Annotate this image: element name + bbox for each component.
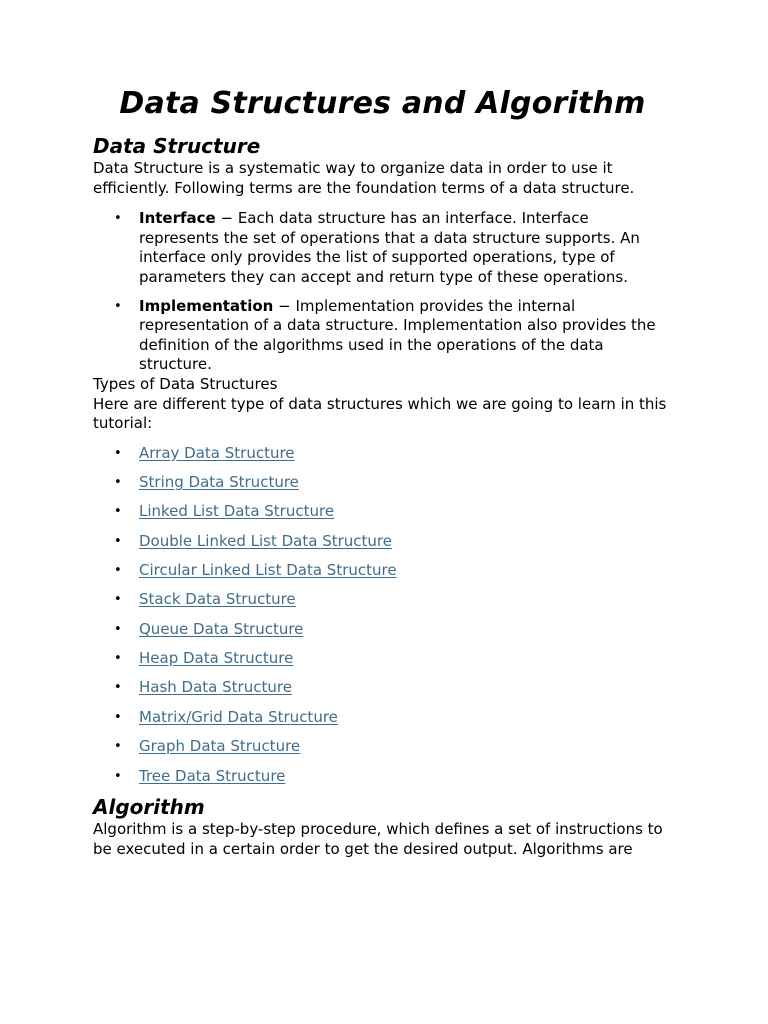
bullet-icon: •: [114, 739, 122, 755]
link-linked-list-data-structure[interactable]: Linked List Data Structure: [139, 502, 335, 521]
section-heading-data-structure: Data Structure: [93, 134, 261, 158]
link-tree-data-structure[interactable]: Tree Data Structure: [139, 766, 286, 785]
types-heading: Types of Data Structures: [93, 374, 278, 393]
bullet-icon: •: [114, 504, 122, 520]
foundation-terms-list: [93, 209, 672, 375]
list-item: [93, 620, 672, 640]
list-item: [93, 767, 672, 787]
link-queue-data-structure[interactable]: Queue Data Structure: [139, 619, 304, 638]
list-item: [93, 561, 672, 581]
bullet-icon: •: [114, 475, 122, 491]
data-structure-links-list: [93, 444, 672, 786]
bullet-icon: •: [114, 651, 122, 667]
link-graph-data-structure[interactable]: Graph Data Structure: [139, 737, 301, 756]
link-stack-data-structure[interactable]: Stack Data Structure: [139, 590, 296, 609]
term-name: Implementation: [139, 296, 274, 315]
bullet-icon: •: [114, 592, 122, 608]
data-structure-intro: Data Structure is a systematic way to organize data in order to use it efficiently. Following terms are the foundation terms of a data structure.: [93, 159, 635, 197]
link-string-data-structure[interactable]: String Data Structure: [139, 473, 299, 492]
bullet-icon: •: [114, 445, 122, 461]
link-circular-linked-list-data-structure[interactable]: Circular Linked List Data Structure: [139, 561, 397, 580]
list-item: [93, 444, 672, 464]
term-item-implementation: [93, 297, 672, 375]
algorithm-intro: Algorithm is a step-by-step procedure, which defines a set of instructions to be executed in a certain order to get the desired output. Algorithms are: [93, 820, 663, 858]
bullet-icon: •: [114, 533, 122, 549]
term-item-interface: [93, 209, 672, 287]
list-item: [93, 590, 672, 610]
bullet-icon: •: [114, 563, 122, 579]
bullet-icon: •: [114, 680, 122, 696]
link-array-data-structure[interactable]: Array Data Structure: [139, 443, 295, 462]
link-double-linked-list-data-structure[interactable]: Double Linked List Data Structure: [139, 531, 392, 550]
bullet-icon: •: [114, 298, 122, 314]
list-item: [93, 678, 672, 698]
document-title: Data Structures and Algorithm: [119, 86, 646, 121]
list-item: [93, 502, 672, 522]
list-item: [93, 649, 672, 669]
term-description: − Each data structure has an interface. Interface represents the set of operations that a data structure supports. An interface only provides the list of supported operations, type of parameters they can accept and return type of these operations.: [139, 209, 640, 286]
link-hash-data-structure[interactable]: Hash Data Structure: [139, 678, 292, 697]
section-heading-algorithm: Algorithm: [93, 795, 205, 820]
list-item: [93, 473, 672, 493]
list-item: [93, 708, 672, 728]
bullet-icon: •: [114, 709, 122, 725]
bullet-icon: •: [114, 768, 122, 784]
term-description: − Implementation provides the internal representation of a data structure. Implementation also provides the definition of the algorithms used in the operations of the data structure.: [139, 296, 656, 374]
link-matrix-grid-data-structure[interactable]: Matrix/Grid Data Structure: [139, 707, 338, 726]
link-heap-data-structure[interactable]: Heap Data Structure: [139, 649, 294, 668]
term-name: Interface: [139, 209, 216, 228]
bullet-icon: •: [114, 211, 122, 227]
types-intro: Here are different type of data structures which we are going to learn in this tutorial:: [93, 394, 667, 433]
list-item: [93, 737, 672, 757]
bullet-icon: •: [114, 621, 122, 637]
list-item: [93, 532, 672, 552]
